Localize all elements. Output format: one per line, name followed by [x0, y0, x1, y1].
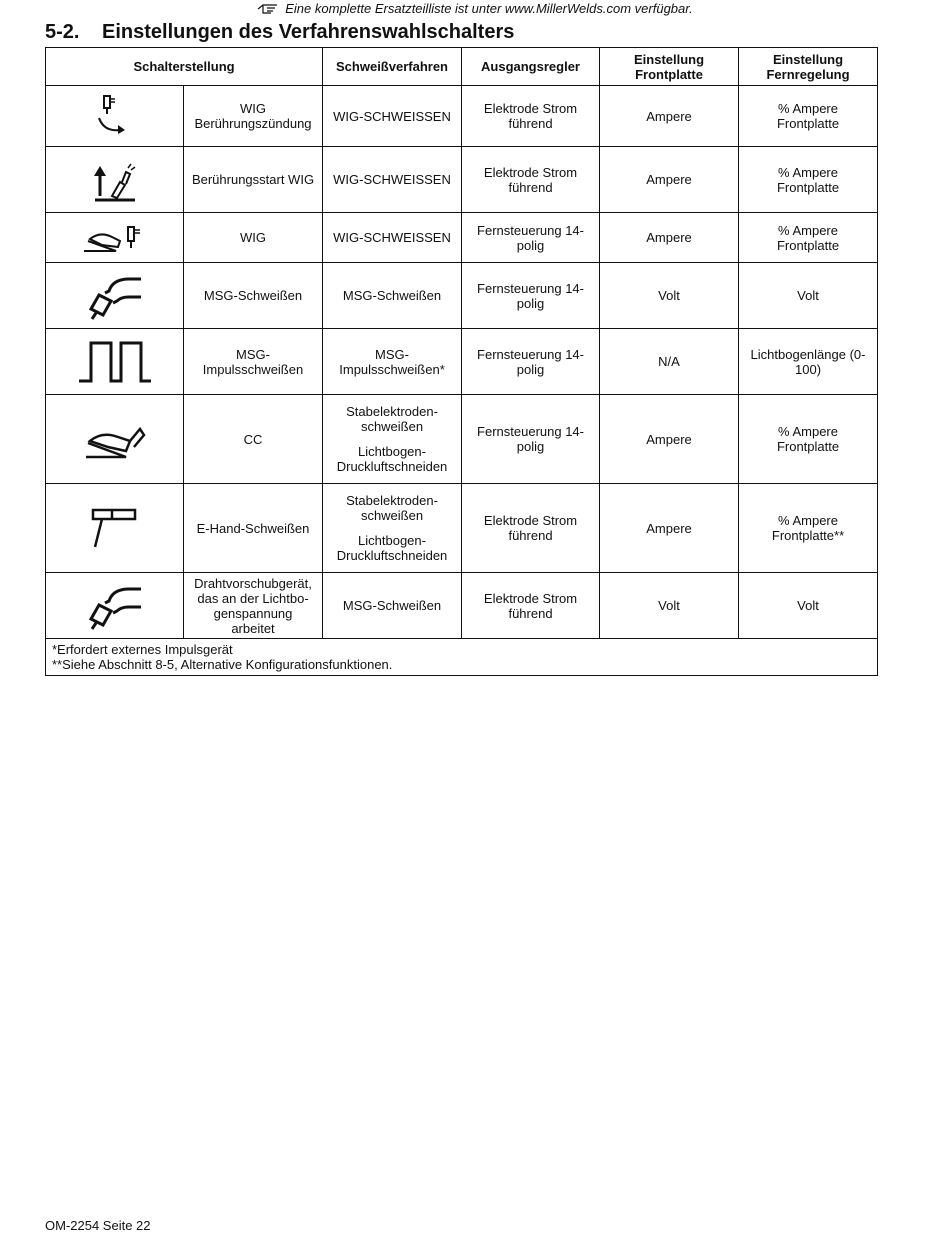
header-frontplatte [600, 48, 739, 86]
cc-foot-pedal-icon [82, 415, 148, 463]
switch-position-line: genspannung [213, 605, 293, 621]
remote-setting-line: % Ampere [778, 424, 838, 439]
process-line: Stabelektroden- [346, 404, 438, 419]
row-icon-cell [46, 329, 184, 395]
switch-position-line: arbeitet [231, 620, 275, 636]
switch-position-line: MSG- [236, 346, 270, 362]
footnotes-cell [46, 639, 878, 676]
remote-setting-line: Frontplatte [776, 237, 840, 253]
process-cell: MSG-Schweißen [323, 573, 462, 639]
row-icon-cell [46, 147, 184, 213]
row-icon-cell [46, 213, 184, 263]
output-control-cell [462, 329, 600, 395]
pulse-wave-icon [77, 339, 153, 385]
remote-setting-line: % Ampere [778, 513, 838, 528]
process-cell [323, 484, 462, 573]
output-control-cell [462, 147, 600, 213]
header-frontplatte-line1: Einstellung [633, 51, 705, 67]
panel-setting-cell: Ampere [600, 484, 739, 573]
switch-position-cell: WIG [184, 213, 323, 263]
stick-electrode-icon [90, 507, 140, 549]
mig-gun-icon [83, 581, 147, 631]
remote-setting-cell [739, 86, 878, 147]
switch-position-cell [184, 329, 323, 395]
parts-list-note [0, 0, 950, 18]
process-cell [323, 329, 462, 395]
pointing-hand-icon [257, 3, 279, 15]
process-selector-table [45, 47, 878, 676]
output-control-line: polig [516, 237, 545, 253]
switch-position-cell [184, 86, 323, 147]
table-row [46, 484, 878, 573]
output-control-line: Elektrode Strom [483, 164, 578, 180]
panel-setting-cell: Ampere [600, 213, 739, 263]
output-control-cell [462, 86, 600, 147]
output-control-line: führend [508, 116, 553, 131]
process-cell [323, 395, 462, 484]
switch-position-cell: CC [184, 395, 323, 484]
table-row [46, 86, 878, 147]
output-control-line: führend [508, 528, 553, 543]
section-title [45, 19, 514, 45]
table-row [46, 573, 878, 639]
footnote-impulse: *Erfordert externes Impulsgerät [52, 642, 233, 657]
remote-setting-cell [739, 147, 878, 213]
remote-setting-cell: Volt [739, 263, 878, 329]
panel-setting-cell: Volt [600, 573, 739, 639]
table-row [46, 147, 878, 213]
header-frontplatte-line2: Frontplatte [635, 66, 703, 82]
process-cell: WIG-SCHWEISSEN [323, 213, 462, 263]
switch-position-line: WIG [240, 101, 266, 116]
process-line: schweißen [360, 419, 424, 434]
remote-setting-cell [739, 213, 878, 263]
output-control-line: Fernsteuerung 14- [477, 222, 584, 238]
header-ausgangsregler: Ausgangsregler [462, 48, 600, 86]
switch-position-line: Drahtvorschubgerät, [194, 575, 312, 591]
panel-setting-cell: Ampere [600, 86, 739, 147]
switch-position-cell [184, 573, 323, 639]
remote-setting-line: Frontplatte [776, 116, 840, 131]
output-control-cell [462, 263, 600, 329]
output-control-line: Fernsteuerung 14- [477, 280, 584, 296]
table-header-row [46, 48, 878, 86]
remote-setting-cell [739, 329, 878, 395]
output-control-line: Elektrode Strom [483, 590, 578, 606]
mig-gun-icon [83, 271, 147, 321]
output-control-line: polig [516, 295, 545, 311]
process-line: Druckluftschneiden [336, 459, 448, 474]
process-line: Druckluftschneiden [336, 548, 448, 563]
switch-position-line: Impulsschweißen [202, 361, 304, 377]
remote-setting-line: % Ampere [778, 164, 838, 180]
switch-position-line: Berührungszündung [194, 116, 312, 131]
process-line: MSG- [375, 346, 409, 362]
process-line: Lichtbogen- [358, 533, 426, 548]
remote-setting-line: Frontplatte [776, 179, 840, 195]
output-control-cell [462, 573, 600, 639]
page-footer: OM-2254 Seite 22 [45, 1218, 151, 1233]
row-icon-cell [46, 263, 184, 329]
process-line: Impulsschweißen* [339, 361, 445, 377]
process-cell: MSG-Schweißen [323, 263, 462, 329]
remote-setting-line: % Ampere [778, 101, 838, 116]
output-control-line: führend [508, 179, 553, 195]
process-line: schweißen [360, 508, 424, 523]
output-control-line: polig [516, 361, 545, 377]
panel-setting-cell: Ampere [600, 395, 739, 484]
switch-position-cell: E-Hand-Schweißen [184, 484, 323, 573]
output-control-cell [462, 484, 600, 573]
panel-setting-cell: Volt [600, 263, 739, 329]
header-fernregelung [739, 48, 878, 86]
output-control-line: Fernsteuerung 14- [477, 346, 584, 362]
row-icon-cell [46, 86, 184, 147]
remote-setting-line: Frontplatte [776, 439, 840, 454]
switch-position-cell: Berührungsstart WIG [184, 147, 323, 213]
remote-setting-line: Frontplatte** [771, 528, 845, 543]
header-fernregelung-line1: Einstellung [772, 51, 844, 67]
tig-touch-start-icon [90, 156, 140, 204]
panel-setting-cell: N/A [600, 329, 739, 395]
header-schalterstellung: Schalterstellung [46, 48, 323, 86]
footnote-section-ref: **Siehe Abschnitt 8-5, Alternative Konfigurationsfunktionen. [52, 657, 393, 672]
output-control-line: Elektrode Strom [483, 513, 578, 528]
tig-foot-pedal-icon [80, 221, 150, 255]
process-line: Lichtbogen- [358, 444, 426, 459]
row-icon-cell [46, 484, 184, 573]
table-row [46, 213, 878, 263]
tig-lift-arc-icon [90, 92, 140, 140]
output-control-line: Elektrode Strom [483, 101, 578, 116]
header-schweissverfahren: Schweißverfahren [323, 48, 462, 86]
section-number: 5-2. [45, 21, 80, 43]
table-row [46, 329, 878, 395]
output-control-line: führend [508, 605, 553, 621]
process-line: Stabelektroden- [346, 493, 438, 508]
panel-setting-cell: Ampere [600, 147, 739, 213]
process-cell: WIG-SCHWEISSEN [323, 86, 462, 147]
section-title-text: Einstellungen des Verfahrenswahlschalters [102, 21, 515, 43]
output-control-line: polig [516, 439, 545, 454]
output-control-cell [462, 395, 600, 484]
remote-setting-line: % Ampere [778, 222, 838, 238]
header-fernregelung-line2: Fernregelung [766, 66, 850, 82]
switch-position-cell: MSG-Schweißen [184, 263, 323, 329]
remote-setting-cell: Volt [739, 573, 878, 639]
output-control-line: Fernsteuerung 14- [477, 424, 584, 439]
output-control-cell [462, 213, 600, 263]
table-row [46, 395, 878, 484]
parts-list-note-text: Eine komplette Ersatzteilliste ist unter www.MillerWelds.com verfügbar. [285, 1, 693, 16]
remote-setting-cell [739, 395, 878, 484]
remote-setting-line: 100) [795, 361, 822, 377]
remote-setting-line: Lichtbogenlänge (0- [750, 346, 866, 362]
remote-setting-cell [739, 484, 878, 573]
process-cell: WIG-SCHWEISSEN [323, 147, 462, 213]
row-icon-cell [46, 395, 184, 484]
row-icon-cell [46, 573, 184, 639]
footnotes-row [46, 639, 878, 676]
table-row [46, 263, 878, 329]
switch-position-line: das an der Lichtbo- [197, 590, 309, 606]
